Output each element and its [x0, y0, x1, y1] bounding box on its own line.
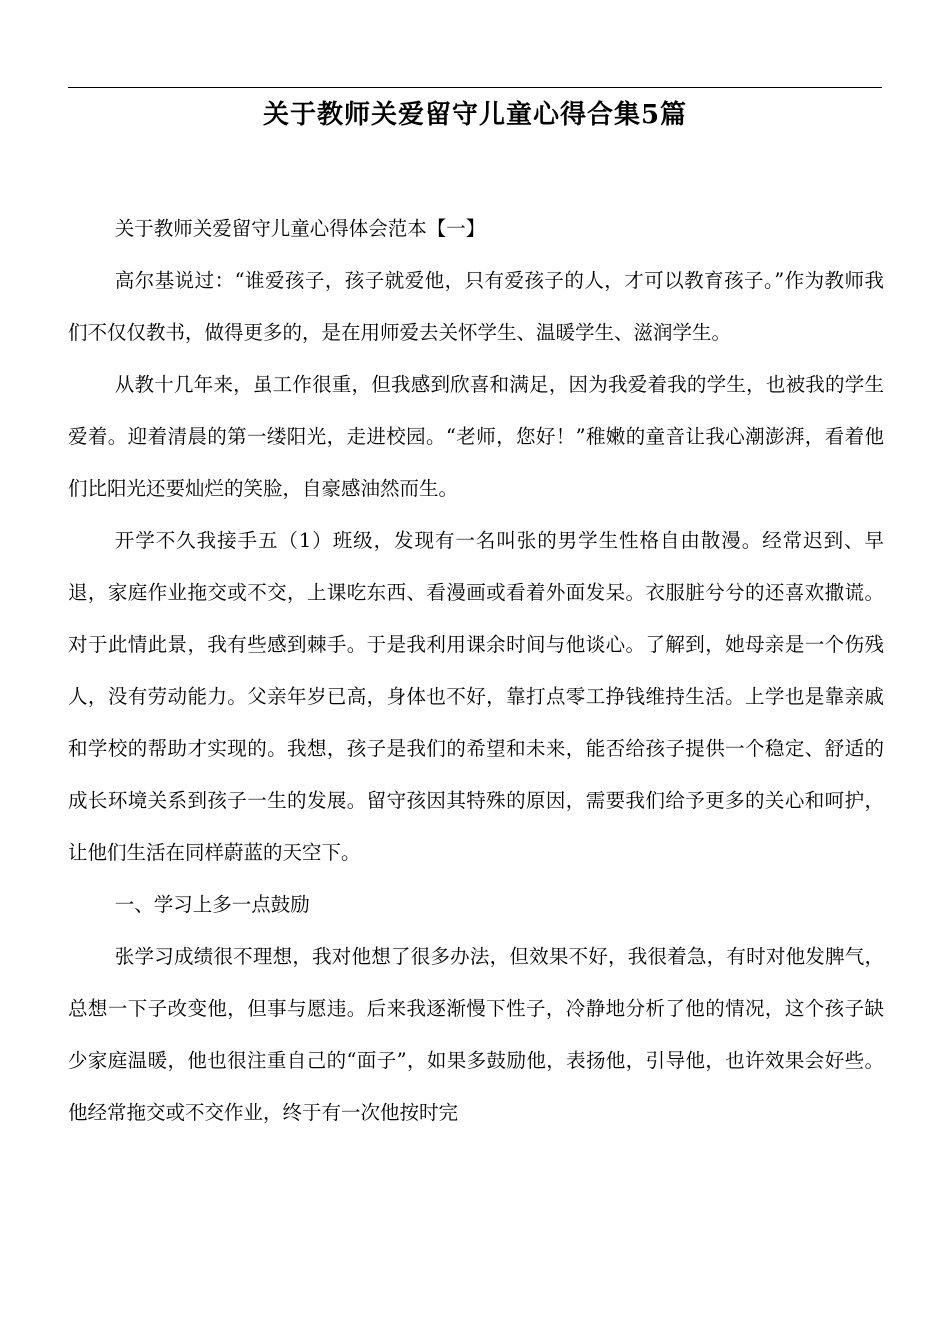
subheading-encouragement: 一、学习上多一点鼓励 — [114, 893, 310, 916]
document-body — [68, 203, 884, 1139]
section-heading-1: 关于教师关爱留守儿童心得体会范本【一】 — [114, 217, 486, 240]
paragraph-encouragement: 张学习成绩很不理想，我对他想了很多办法，但效果不好，我很着急，有时对他发脾气，总想一下子改变他，但事与愿违。后来我逐渐慢下性子，冷静地分析了他的情况，这个孩子缺少家庭温暖，他也很注重自己的“面子”，如果多鼓励他，表扬他，引导他，也许效果会好些。他经常拖交或不交作业，终于有一次他按时完 — [68, 945, 884, 1124]
header-rule — [68, 87, 882, 88]
document-title: 关于教师关爱留守儿童心得合集5篇 — [262, 100, 688, 130]
paragraph-quote: 高尔基说过：“谁爱孩子，孩子就爱他，只有爱孩子的人，才可以教育孩子。”作为教师我们不仅仅教书，做得更多的，是在用师爱去关怀学生、温暖学生、滋润学生。 — [68, 269, 884, 344]
paragraph-student-story: 开学不久我接手五（1）班级，发现有一名叫张的男学生性格自由散漫。经常迟到、早退，家庭作业拖交或不交，上课吃东西、看漫画或看着外面发呆。衣服脏兮兮的还喜欢撒谎。对于此情此景，我有些感到棘手。于是我利用课余时间与他谈心。了解到，她母亲是一个伤残人，没有劳动能力。父亲年岁已高，身体也不好，靠打点零工挣钱维持生活。上学也是靠亲戚和学校的帮助才实现的。我想，孩子是我们的希望和未来，能否给孩子提供一个稳定、舒适的成长环境关系到孩子一生的发展。留守孩因其特殊的原因，需要我们给予更多的关心和呵护，让他们生活在同样蔚蓝的天空下。 — [68, 529, 884, 864]
paragraph-teaching-years: 从教十几年来，虽工作很重，但我感到欣喜和满足，因为我爱着我的学生，也被我的学生爱着。迎着清晨的第一缕阳光，走进校园。“老师，您好！”稚嫩的童音让我心潮澎湃，看着他们比阳光还要灿烂的笑脸，自豪感油然而生。 — [68, 373, 884, 500]
